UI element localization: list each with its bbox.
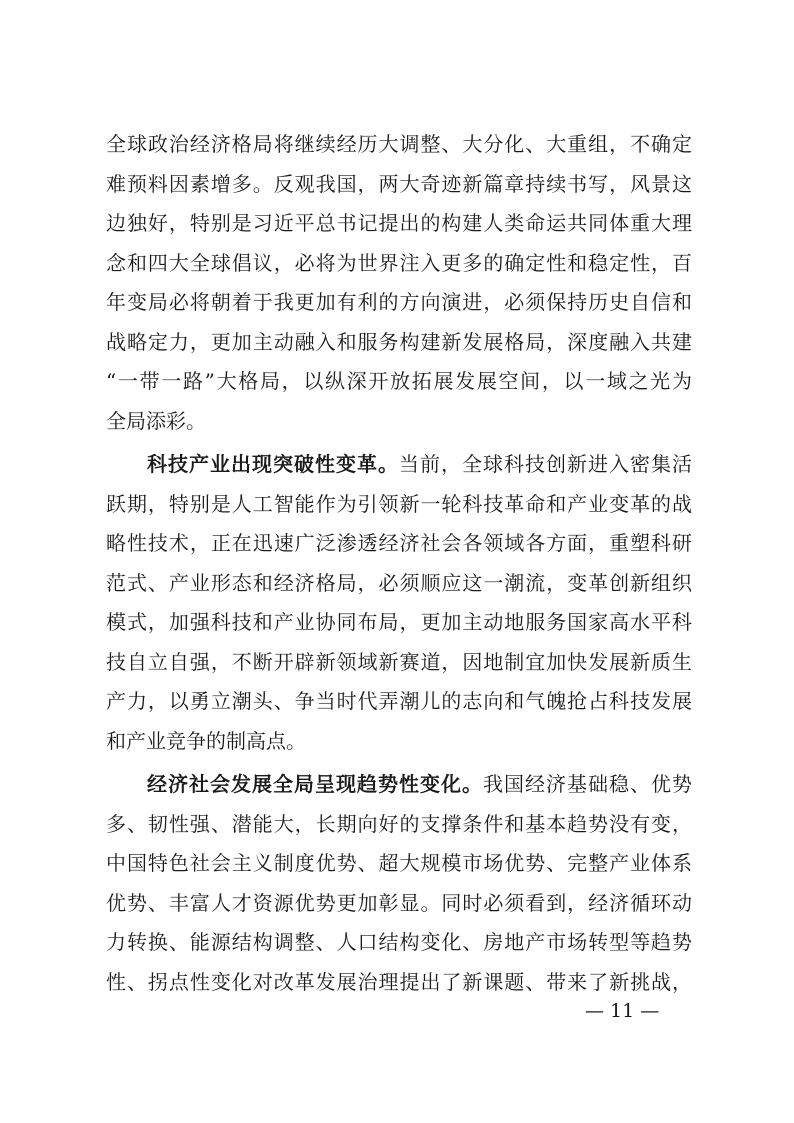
text-line: 战略定力，更加主动融入和服务构建新发展格局，深度融入共建	[106, 329, 692, 354]
text-line: 难预料因素增多。反观我国，两大奇迹新篇章持续书写，风景这	[106, 171, 692, 196]
text-line: 性、拐点性变化对改革发展治理提出了新课题、带来了新挑战，	[106, 969, 692, 994]
text-run: 我国经济基础稳、优势	[483, 772, 692, 796]
text-line: 模式，加强科技和产业协同布局，更加主动地服务国家高水平科	[106, 610, 692, 634]
text-line: 全局添彩。	[106, 408, 206, 433]
text-line: 年变局必将朝着于我更加有利的方向演进，必须保持历史自信和	[106, 290, 692, 314]
text-run: 当前，全球科技创新进入密集活	[399, 452, 692, 476]
text-line: 力转换、能源结构调整、人口结构变化、房地产市场转型等趋势	[106, 930, 692, 954]
paragraph-global-politics	[106, 125, 692, 441]
text-line: 范式、产业形态和经济格局，必须顺应这一潮流，变革创新组织	[106, 570, 692, 595]
text-line: 全球政治经济格局将继续经历大调整、大分化、大重组，不确定	[106, 132, 692, 156]
text-line	[106, 765, 692, 805]
text-line: 优势、丰富人才资源优势更加彰显。同时必须看到，经济循环动	[106, 890, 692, 915]
paragraph-tech-industry	[106, 445, 692, 761]
text-line: 中国特色社会主义制度优势、超大规模市场优势、完整产业体系	[106, 851, 692, 875]
paragraph-heading: 经济社会发展全局呈现趋势性变化。	[146, 772, 483, 796]
text-line: 多、韧性强、潜能大，长期向好的支撑条件和基本趋势没有变，	[106, 811, 692, 836]
text-line: 念和四大全球倡议，必将为世界注入更多的确定性和稳定性，百	[106, 250, 692, 275]
paragraph-heading: 科技产业出现突破性变革。	[146, 452, 399, 476]
text-line: 产力，以勇立潮头、争当时代弄潮儿的志向和气魄抢占科技发展	[106, 689, 692, 713]
text-line: 技自立自强，不断开辟新领域新赛道，因地制宜加快发展新质生	[106, 649, 692, 674]
text-line	[106, 445, 692, 485]
text-line: 边独好，特别是习近平总书记提出的构建人类命运共同体重大理	[106, 211, 692, 235]
paragraph-economy-society	[106, 765, 692, 1002]
text-line: 和产业竞争的制高点。	[106, 728, 306, 753]
text-line: 略性技术，正在迅速广泛渗透经济社会各领域各方面，重塑科研	[106, 531, 692, 555]
page-number: — 11 —	[585, 1000, 660, 1022]
text-line: “一带一路”大格局，以纵深开放拓展发展空间，以一域之光为	[106, 369, 692, 393]
document-body	[106, 125, 692, 1002]
text-line: 跃期，特别是人工智能作为引领新一轮科技革命和产业变革的战	[106, 491, 692, 516]
